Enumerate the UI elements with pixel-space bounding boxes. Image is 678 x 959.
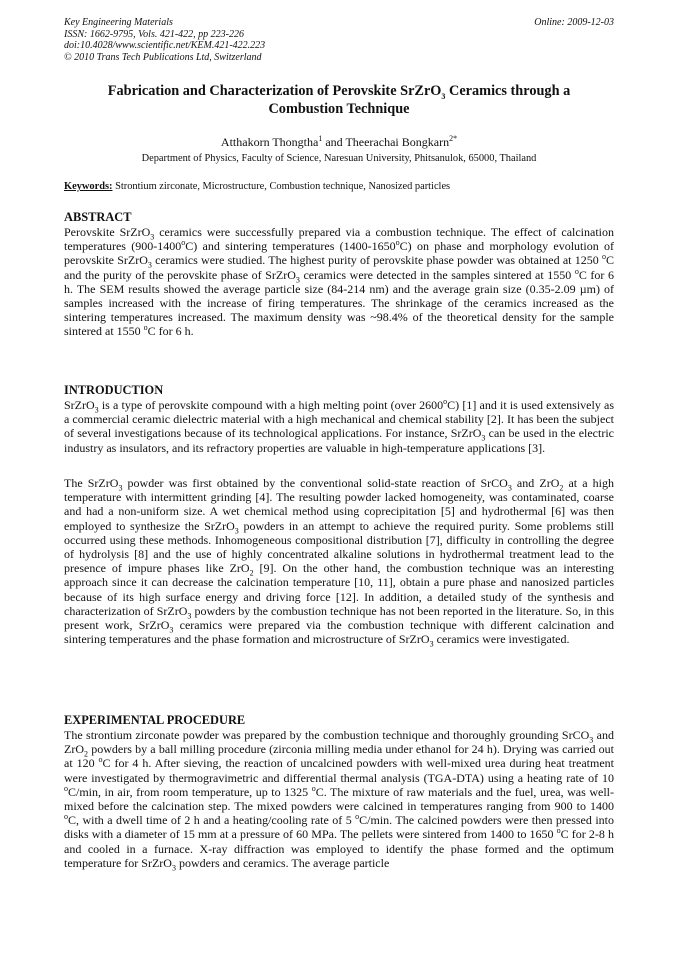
doi-line[interactable]: doi:10.4028/www.scientific.net/KEM.421-422.223	[64, 40, 266, 51]
text-run: o	[64, 783, 68, 793]
text-run: o	[311, 783, 316, 793]
text-run: 3	[589, 735, 594, 745]
text-run: o	[601, 252, 606, 262]
introduction-paragraph	[64, 398, 614, 455]
keywords	[64, 181, 614, 193]
text-run: C/min, in air, from room temperature, up to 1325	[68, 784, 312, 799]
text-run: powders by the combustion technique has not been reported in the literature. So, in this present work, SrZrO	[64, 603, 614, 633]
text-run: o	[355, 812, 360, 822]
text-run: 1	[318, 134, 323, 143]
journal-header	[64, 17, 265, 63]
text-run: C) on phase and morphology evolution of perovskite SrZrO	[64, 239, 615, 268]
text-run: 3	[481, 433, 486, 443]
text-run: o	[181, 238, 186, 248]
text-run: and	[322, 135, 346, 149]
text-run: The strontium zirconate powder was prepared by the combustion technique and thoroughly grounding SrCO	[64, 728, 590, 742]
text-run: 3	[295, 275, 300, 284]
text-run: Perovskite SrZrO	[64, 225, 151, 239]
text-run: Ceramics through a Combustion Technique	[268, 83, 571, 117]
text-run: powder was first obtained by the conventional solid-state reaction of SrCO	[122, 476, 508, 490]
copyright-line: © 2010 Trans Tech Publications Ltd, Switzerland	[64, 51, 262, 63]
text-run: 3	[118, 483, 123, 493]
text-run: o	[574, 266, 579, 276]
text-run: 3	[507, 483, 512, 493]
abstract-heading: ABSTRACT	[64, 210, 132, 224]
text-run: at a high temperature with intermittent grinding [4]. The resulting powder lacked homogeneity, was contaminated, coarse and had a non-uniform size. A wet chemical method using coprecipitation [5] and hydrothermal [6] was then employed to synthesize the SrZrO	[64, 476, 614, 533]
text-run: 3	[94, 405, 99, 415]
text-run: o	[98, 755, 103, 765]
text-run: 2*	[449, 134, 458, 143]
keywords-label: Keywords:	[64, 181, 113, 192]
text-run: and ZrO	[511, 476, 560, 490]
text-run: SrZrO	[64, 398, 95, 412]
text-run: C for 4 h. After sieving, the reaction of uncalcined powders with well-mixed urea during heat treatment were investigated by thermogravimetric and differential thermal analysis (TGA-DTA) using a heating rate of 10	[64, 756, 614, 785]
author-name: Theerachai Bongkarn	[345, 135, 450, 149]
text-run: Fabrication and Characterization of Perovskite SrZrO	[107, 83, 442, 99]
text-run: The SrZrO	[64, 476, 119, 490]
text-run: ceramics were prepared via the combustion technique with different calcination and sintering temperatures and the phase formation and microstructure of SrZrO	[64, 618, 615, 647]
text-run: C/min. The calcined powders were then pressed into disks with a diameter of 15 mm at a pressure of 60 MPa. The pellets were sintered from 1400 to 1650	[64, 813, 614, 842]
text-run: 3	[234, 526, 239, 535]
text-run: C and the purity of the perovskite phase of SrZrO	[64, 253, 614, 282]
text-run: C) [1] and it is used extensively as a commercial ceramic dielectric material with a high mechanical and chemical stability [2]. It has been the subject of several investigations because of its technological applications. For instance, SrZrO	[64, 398, 614, 441]
text-run: 3	[147, 260, 152, 270]
text-run: o	[64, 812, 68, 822]
text-run: C. The mixture of raw materials and the fuel, urea, was well-mixed before the calcination step. The mixed powders were calcined in temperatures ranging from 900 to 1400	[64, 784, 614, 814]
text-run: C) and sintering temperatures (1400-1650	[185, 239, 396, 254]
text-run: ceramics were successfully prepared via a combustion technique. The effect of calcination temperatures (900-1400	[64, 225, 615, 254]
text-run: C for 2-8 h and cooled in a furnace. X-ray diffraction was employed to identify the phase formed and the optimum temperature for SrZrO	[64, 827, 614, 870]
text-run: is a type of perovskite compound with a high melting point (over 2600	[98, 398, 444, 412]
text-run: 3	[171, 863, 176, 873]
author-list	[64, 135, 614, 149]
text-run: 3	[150, 232, 155, 242]
experimental-text	[64, 728, 614, 873]
text-run: ceramics were detected in the samples sintered at 1550	[299, 267, 575, 282]
text-run: o	[395, 238, 400, 248]
affiliation: Department of Physics, Faculty of Science, Naresuan University, Phitsanulok, 65000, Thailand	[141, 153, 537, 164]
text-run: o	[143, 323, 148, 333]
introduction-paragraph	[64, 476, 615, 649]
author-name: Atthakorn Thongtha	[220, 135, 319, 149]
issn-line: ISSN: 1662-9795, Vols. 421-422, pp 223-226	[64, 28, 244, 40]
text-run: powders and ceramics. The average particle	[175, 855, 390, 870]
text-run: 2	[249, 568, 254, 578]
text-run: powders by a ball milling procedure (zirconia milling media under ethanol for 24 h). Drying was carried out at 120	[64, 742, 614, 771]
text-run: 2	[559, 483, 564, 493]
text-run: Strontium zirconate, Microstructure, Combustion technique, Nanosized particles	[112, 181, 451, 192]
text-run: can be used in the electric industry as insulators, and its refractory properties are valuable in high-temperature applications [3].	[64, 426, 614, 455]
journal-name: Key Engineering Materials	[64, 17, 173, 28]
abstract-text	[64, 225, 614, 339]
text-run: o	[556, 826, 561, 836]
text-run: [9]. On the other hand, the combustion technique was an interesting approach since it can decrease the calcination temperature [10, 11], obtain a pure phase and nanosized particles because of its high surface energy and driving force [12]. In addition, a detailed study of the synthesis and characterization of SrZrO	[64, 561, 615, 618]
paper-title	[70, 82, 608, 118]
text-run: 3	[441, 91, 446, 101]
experimental-heading: EXPERIMENTAL PROCEDURE	[64, 713, 246, 727]
text-run: powders in an attempt to achieve the required purity. Some problems still occurred using these methods. Inhomogeneous compositional distribution [7], difficulty in controlling the degree of hydrolysis [8] and the use of highly concentrated alkaline solutions in hydrothermal treatment lead to the presence of impure phases like ZrO	[64, 518, 614, 576]
introduction-heading: INTRODUCTION	[64, 383, 164, 397]
text-run: ceramics were studied. The highest purity of perovskite phase powder was obtained at 1250	[151, 253, 602, 268]
text-run: and ZrO	[64, 728, 614, 757]
text-run: 3	[169, 625, 174, 635]
online-date: Online: 2009-12-03	[534, 17, 614, 28]
text-run: ceramics were investigated.	[433, 632, 570, 647]
text-run: C, with a dwell time of 2 h and a heating/cooling rate of 5	[68, 813, 356, 828]
text-run: C for 6 h. The SEM results showed the average particle size (84-214 nm) and the average grain size (0.35-2.09 µm) of samples increased with the increase of firing temperatures. The shrinkage of the ceramics increased as the sintering temperatures increased. The maximum density was ~98.4% of the theoretical density for the sample sintered at 1550	[64, 267, 614, 339]
text-run: 2	[84, 749, 88, 759]
text-run: C for 6 h.	[147, 324, 194, 339]
text-run: o	[443, 397, 448, 406]
text-run: 3	[429, 639, 434, 649]
text-run: 3	[187, 611, 192, 621]
